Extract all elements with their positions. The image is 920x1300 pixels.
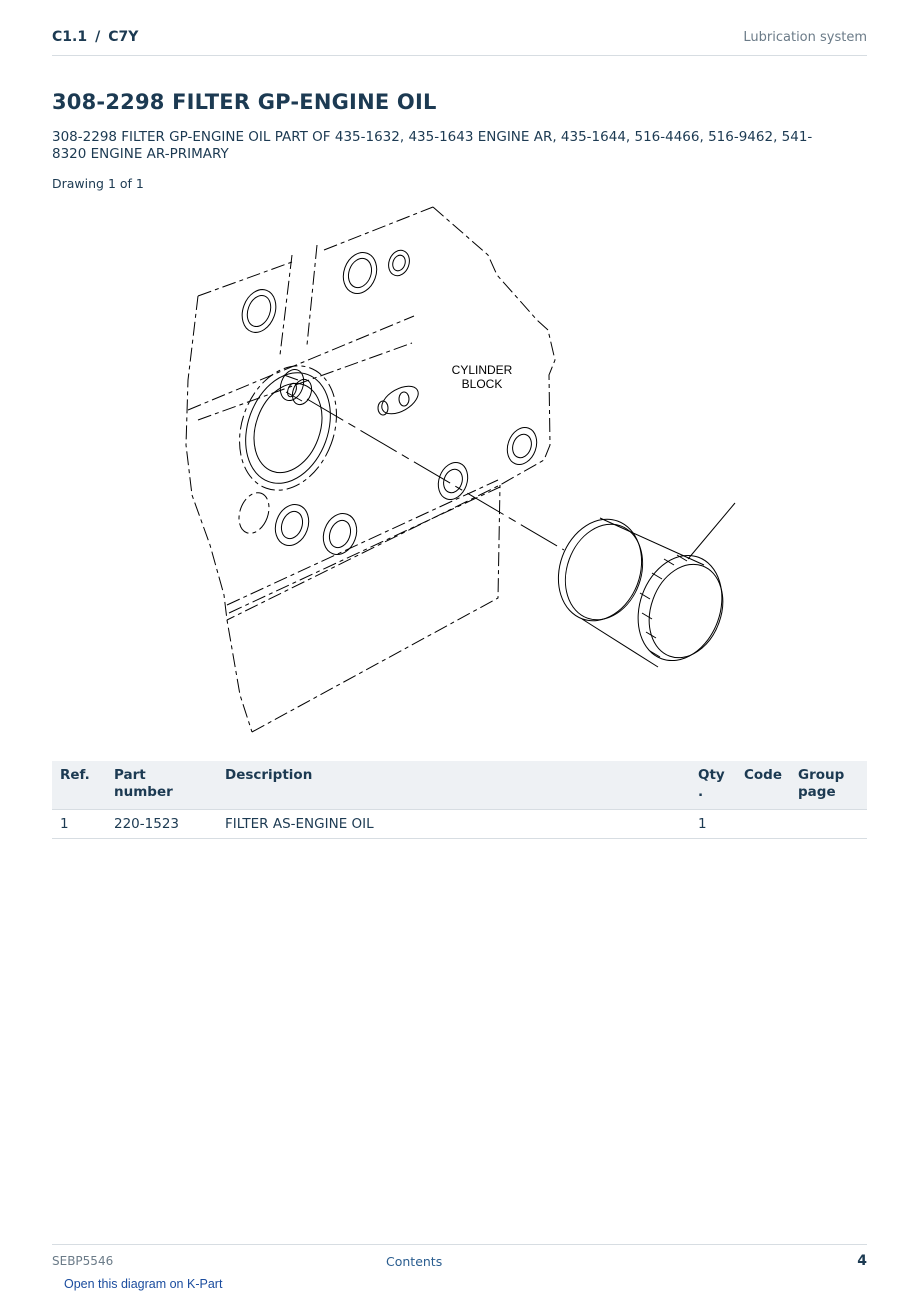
cell-description: FILTER AS-ENGINE OIL <box>217 810 690 839</box>
column-header-qty-label: Qty . <box>698 767 725 800</box>
section-title: Lubrication system <box>743 30 867 45</box>
column-header-part-number <box>106 761 217 810</box>
diagram-label-line2: BLOCK <box>461 377 503 391</box>
alignment-line <box>307 399 564 550</box>
cell-ref: 1 <box>52 810 106 839</box>
table-row <box>52 810 867 839</box>
page-number: 4 <box>857 1253 867 1269</box>
oil-filter <box>545 507 736 672</box>
breadcrumb <box>52 29 138 45</box>
column-header-part-number-label: Part number <box>114 767 173 800</box>
column-header-qty <box>690 761 736 810</box>
column-header-group-page-label: Group page <box>798 767 845 800</box>
breadcrumb-section: C1.1 <box>52 29 88 45</box>
document-id: SEBP5546 <box>52 1254 114 1268</box>
page-footer <box>52 1244 867 1275</box>
cell-qty: 1 <box>690 810 736 839</box>
parts-diagram <box>52 195 867 745</box>
cell-part-number: 220-1523 <box>106 810 217 839</box>
breadcrumb-separator: / <box>95 29 101 45</box>
diagram-label-line1: CYLINDER <box>451 363 513 377</box>
drawing-label: Drawing 1 of 1 <box>52 176 144 191</box>
page-header <box>52 28 867 56</box>
open-in-kpart-link[interactable]: Open this diagram on K-Part <box>64 1277 223 1291</box>
callout-leader <box>688 503 735 559</box>
breadcrumb-model: C7Y <box>108 29 139 45</box>
column-header-ref <box>52 761 106 810</box>
column-header-description-label: Description <box>225 767 313 783</box>
parts-table-header <box>52 761 867 810</box>
column-header-description <box>217 761 690 810</box>
page-title: 308-2298 FILTER GP-ENGINE OIL <box>52 90 437 114</box>
cylinder-block-holes <box>223 247 542 559</box>
page-subtitle: 308-2298 FILTER GP-ENGINE OIL PART OF 435-1632, 435-1643 ENGINE AR, 435-1644, 516-4466, 516-9462, 541-8320 ENGINE AR-PRIMARY <box>52 129 813 162</box>
column-header-code-label: Code <box>744 767 783 783</box>
cell-code <box>736 810 790 839</box>
contents-link[interactable]: Contents <box>386 1254 443 1269</box>
column-header-group-page <box>790 761 867 810</box>
column-header-ref-label: Ref. <box>60 767 90 783</box>
cell-group-page <box>790 810 867 839</box>
column-header-code <box>736 761 790 810</box>
parts-table <box>52 761 867 839</box>
